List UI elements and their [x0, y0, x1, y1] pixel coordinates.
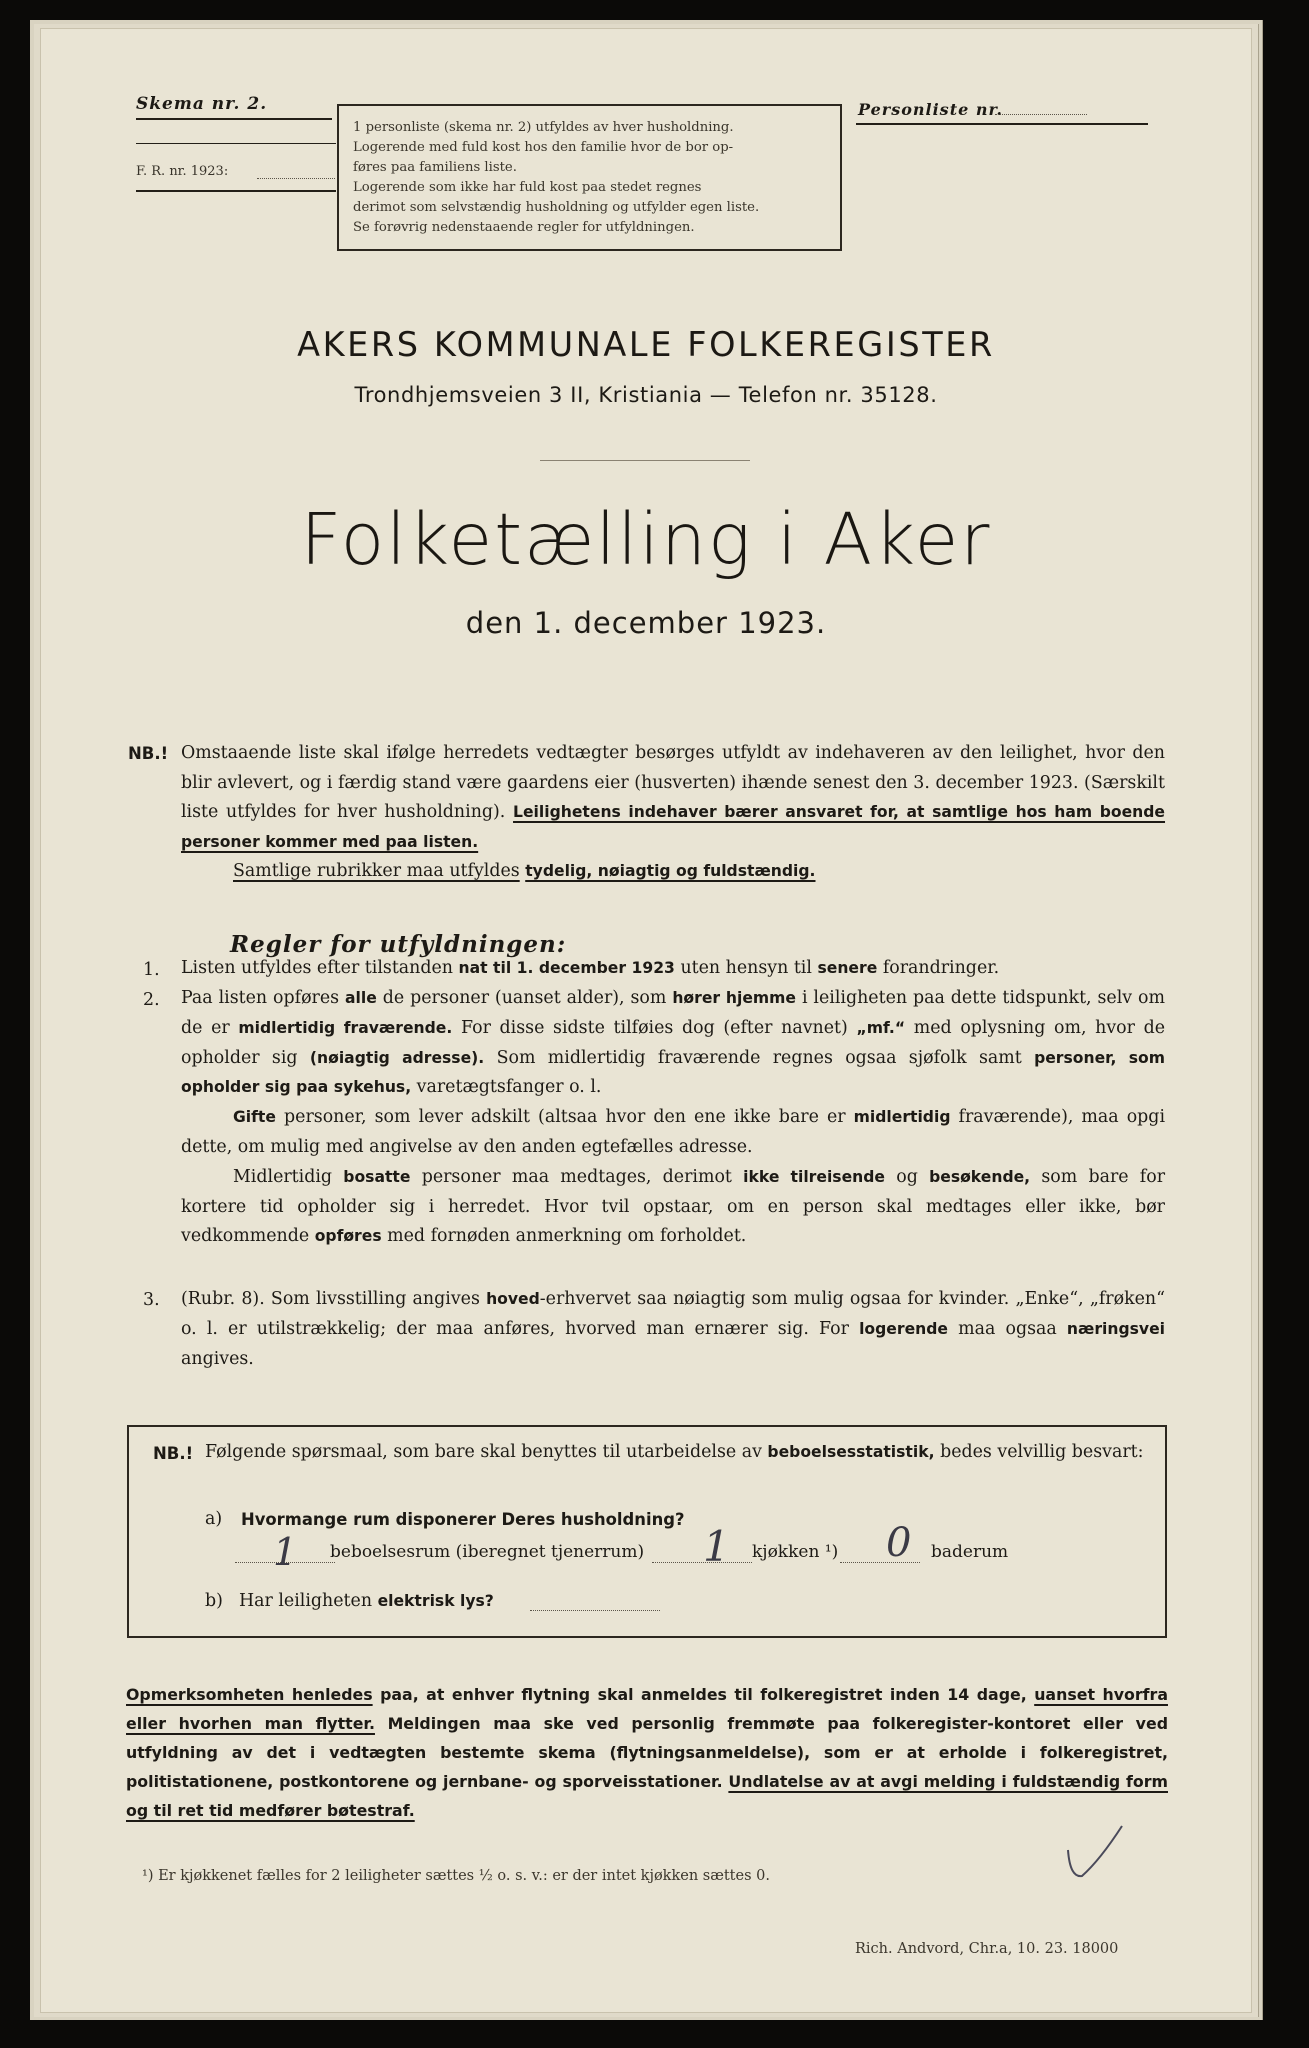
nb-label: NB.!	[128, 744, 169, 763]
rule-text-bold: besøkende,	[929, 1167, 1031, 1186]
rule-text: de personer (uanset alder), som	[382, 988, 667, 1008]
fr-rule	[136, 190, 336, 192]
rule-text: med oplysning om, hvor de opholder sig	[181, 1017, 1166, 1068]
rule-number: 3.	[143, 1290, 160, 1310]
rule-text: som bare for kortere tid opholder sig i herredet. Hvor tvil opstaar, om en person skal medtages eller ikke, bør vedkommende	[181, 1166, 1166, 1247]
question-a-text: Hvormange rum disponerer Deres husholdning?	[241, 1510, 685, 1529]
rule-number: 2.	[143, 990, 160, 1010]
printer-imprint: Rich. Andvord, Chr.a, 10. 23. 18000	[855, 1941, 1119, 1957]
rule-text: forandringer.	[882, 958, 1000, 978]
rooms-value: 1	[273, 1530, 298, 1574]
rule-number: 1.	[143, 960, 160, 980]
questions-intro-bold: beboelsesstatistik,	[767, 1443, 935, 1461]
personliste-number-field[interactable]	[995, 114, 1087, 115]
questions-intro	[205, 1438, 1145, 1468]
rule-text: personer maa medtages, derimot	[421, 1166, 732, 1187]
check-mark-icon	[1060, 1820, 1130, 1890]
moving-notice-underlined: Opmerksomheten henledes	[126, 1685, 373, 1704]
electric-light-field[interactable]	[530, 1610, 660, 1611]
rule-2	[181, 984, 1165, 1252]
rule-text: Som midlertidig fraværende regnes ogsaa sjøfolk samt	[496, 1047, 1022, 1068]
rule-text: maa ogsaa	[958, 1319, 1057, 1339]
rule-text-bold: logerende	[859, 1320, 948, 1338]
moving-notice-text: paa, at enhver flytning skal anmeldes til folkeregistret inden 14 dage,	[380, 1685, 1027, 1704]
personliste-label: Personliste nr.	[858, 100, 1003, 119]
rule-text: Listen utfyldes efter tilstanden	[181, 958, 454, 978]
rule-text-bold: hoved	[486, 1290, 540, 1308]
kitchen-value: 1	[703, 1522, 730, 1571]
notice-line: 1 personliste (skema nr. 2) utfyldes av hver husholdning.	[353, 120, 734, 135]
rule-text: angives.	[181, 1349, 254, 1369]
rule-text-bold: Gifte	[233, 1108, 276, 1127]
rule-text: varetægtsfanger o. l.	[416, 1077, 602, 1098]
rule-3	[181, 1284, 1165, 1374]
rule-text: personer, som lever adskilt (altsaa hvor den ene ikke bare er	[284, 1107, 846, 1128]
rule-text-bold: ikke tilreisende	[743, 1167, 885, 1186]
nb-requirement: Samtlige rubrikker maa utfyldes	[233, 861, 520, 881]
rooms-label: beboelsesrum (iberegnet tjenerrum)	[330, 1542, 645, 1562]
rule-text: fraværende), maa opgi dette, om mulig med angivelse av den anden egtefælles adresse.	[181, 1107, 1166, 1157]
rule-text-bold: bosatte	[343, 1167, 411, 1186]
rule-text: Paa listen opføres	[181, 988, 340, 1008]
bath-label: baderum	[931, 1542, 1009, 1562]
rule-text: med fornøden anmerkning om forholdet.	[387, 1226, 747, 1247]
header-rule	[136, 143, 336, 144]
rule-text-bold: midlertidig	[853, 1108, 951, 1127]
rules-heading: Regler for utfyldningen:	[230, 931, 567, 958]
rule-text-bold: „mf.“	[856, 1018, 906, 1037]
moving-notice-underlined: Undlatelse av at avgi melding i fuldstændig form og til ret tid medfører bøtestraf.	[126, 1772, 1168, 1820]
nb-paragraph	[181, 739, 1165, 887]
question-a-label: a)	[205, 1509, 223, 1529]
question-b-text-plain: Har leiligheten	[239, 1591, 373, 1611]
question-b-text	[239, 1591, 494, 1611]
page-title: Folketælling i Aker	[300, 498, 992, 581]
moving-notice-underlined: uanset hvorfra eller hvorhen man flytter.	[126, 1685, 1168, 1733]
notice-line: derimot som selvstændig husholdning og utfylder egen liste.	[353, 200, 760, 215]
question-b-label: b)	[205, 1591, 223, 1611]
rule-text: Midlertidig	[233, 1166, 333, 1187]
questions-nb-label: NB.!	[153, 1444, 194, 1463]
questions-intro-text: bedes velvillig besvart:	[940, 1442, 1144, 1462]
rule-text: uten hensyn til	[680, 958, 812, 978]
notice-line: føres paa familiens liste.	[353, 160, 517, 175]
notice-box	[337, 104, 842, 251]
rule-text-bold: nat til 1. december 1923	[458, 959, 675, 977]
title-divider	[540, 460, 750, 461]
moving-notice-text: Meldingen maa ske ved personlig fremmøte paa folkeregister-kontoret eller ved utfyldning av det i vedtægten bestemte skema (flytningsanmeldelse), som er at erholde i folkeregistret, politistationene, postkontorene og jernbane- og sporveisstationer.	[126, 1714, 1169, 1791]
footnote: ¹) Er kjøkkenet fælles for 2 leiligheter sættes ½ o. s. v.: er der intet kjøkken sættes 0.	[142, 1868, 770, 1884]
questions-intro-text: Følgende spørsmaal, som bare skal benyttes til utarbeidelse av	[205, 1442, 762, 1462]
kitchen-field[interactable]	[652, 1562, 752, 1563]
bath-value: 0	[886, 1520, 912, 1566]
rule-text: og	[896, 1166, 918, 1187]
nb-requirement-bold: tydelig, nøiagtig og fuldstændig.	[525, 862, 816, 880]
fr-number-field[interactable]	[257, 178, 335, 179]
moving-notice	[126, 1680, 1168, 1825]
rule-text: (Rubr. 8). Som livsstilling angives	[181, 1289, 480, 1309]
nb-responsibility: Leilighetens indehaver bærer ansvaret for, at samtlige hos ham boende personer kommer med paa listen.	[181, 803, 1166, 851]
notice-line: Se forøvrig nedenstaaende regler for utfyldningen.	[353, 220, 695, 235]
rule-text-bold: næringsvei	[1066, 1320, 1165, 1338]
notice-line: Logerende som ikke har fuld kost paa stedet regnes	[353, 180, 702, 195]
fr-label: F. R. nr. 1923:	[136, 164, 229, 179]
rule-text-bold: personer, som opholder sig paa sykehus,	[181, 1048, 1165, 1097]
nb-text: Omstaaende liste skal ifølge herredets vedtægter besørges utfyldt av indehaveren av den leilighet, hvor den blir avlevert, og i færdig stand være gaardens eier (husverten) ihænde senest den 3. december 1923. (Særskilt liste utfyldes for hver husholdning).	[181, 743, 1165, 822]
rule-text: -erhvervet saa nøiagtig som mulig ogsaa for kvinder. „Enke“, „frøken“ o. l. er utilstrækkelig; der maa anføres, hvorved man ernærer sig. For	[181, 1289, 1165, 1339]
rule-text-bold: senere	[817, 959, 878, 977]
rule-text-bold: (nøiagtig adresse).	[309, 1048, 485, 1067]
form-page	[40, 28, 1252, 2013]
rule-text: i leiligheten paa dette tidspunkt, selv om de er	[181, 988, 1165, 1038]
notice-line: Logerende med fuld kost hos den familie hvor de bor op-	[353, 140, 734, 155]
question-b-text-bold: elektrisk lys?	[377, 1592, 494, 1610]
rule-text-bold: alle	[345, 989, 377, 1007]
skema-label: Skema nr. 2.	[136, 94, 268, 114]
rule-text-bold: opføres	[314, 1227, 382, 1246]
personliste-rule	[856, 123, 1148, 125]
census-date: den 1. december 1923.	[465, 606, 827, 640]
rule-text-bold: midlertidig fraværende.	[238, 1018, 453, 1037]
skema-rule	[136, 118, 332, 120]
rule-1	[181, 954, 1165, 984]
kitchen-label: kjøkken ¹)	[752, 1542, 839, 1562]
organization-title: AKERS KOMMUNALE FOLKEREGISTER	[297, 325, 995, 364]
rule-text: For disse sidste tilføies dog (efter navnet)	[460, 1017, 848, 1038]
organization-address: Trondhjemsveien 3 II, Kristiania — Telefon nr. 35128.	[354, 383, 938, 407]
rule-text-bold: hører hjemme	[672, 989, 797, 1007]
